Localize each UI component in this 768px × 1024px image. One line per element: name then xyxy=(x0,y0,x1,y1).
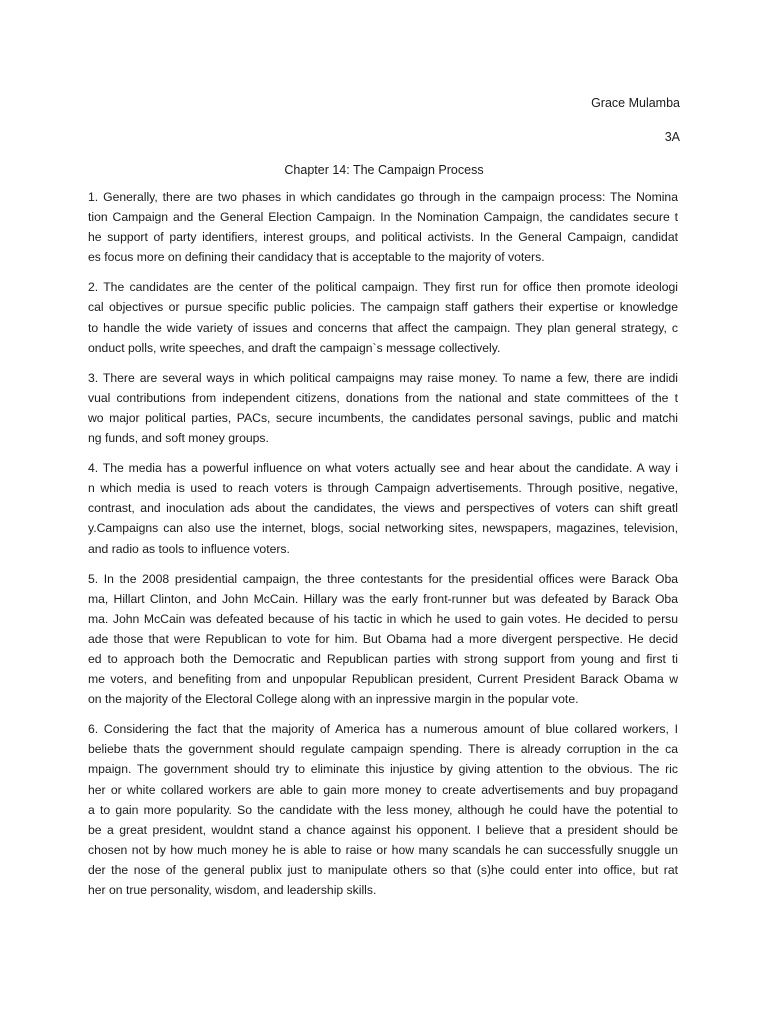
paragraph-line: 5. In the 2008 presidential campaign, the three contestants for the presidential offices were Barack Oba xyxy=(88,571,678,586)
paragraph-line: 4. The media has a powerful influence on what voters actually see and hear about the candidate. A way i xyxy=(88,461,678,476)
paragraph-line: ma. John McCain was defeated because of his tactic in which he used to gain votes. He decided to persu xyxy=(88,611,678,626)
class-label: 3A xyxy=(664,130,680,144)
paragraph-line: be a great president, wouldnt stand a chance against his opponent. I believe that a president should be xyxy=(88,822,678,837)
document-body xyxy=(88,187,678,910)
paragraph-line: chosen not by how much money he is able to raise or how many scandals he can successfully snuggle un xyxy=(88,842,678,857)
paragraph-line: contrast, and inoculation ads about the candidates, the views and perspectives of voters can shift greatl xyxy=(88,501,678,516)
paragraph-line: wo major political parties, PACs, secure incumbents, the candidates personal savings, public and matchi xyxy=(88,410,678,425)
paragraph-line: 3. There are several ways in which political campaigns may raise money. To name a few, there are indidi xyxy=(88,370,678,385)
paragraph-line: to handle the wide variety of issues and concerns that affect the campaign. They plan general strategy, c xyxy=(88,320,678,335)
paragraph-line: ng funds, and soft money groups. xyxy=(88,431,269,446)
paragraph-line: tion Campaign and the General Election Campaign. In the Nomination Campaign, the candidates secure t xyxy=(88,210,678,225)
paragraph-5 xyxy=(88,569,678,710)
paragraph-line: 2. The candidates are the center of the political campaign. They first run for office then promote ideologi xyxy=(88,280,678,295)
paragraph-line: der the nose of the general publix just to manipulate others so that (s)he could enter into office, but rat xyxy=(88,862,678,877)
paragraph-1 xyxy=(88,187,678,267)
paragraph-line: he support of party identifiers, interest groups, and political activists. In the General Campaign, candidat xyxy=(88,230,678,245)
paragraph-line: ade those that were Republican to vote for him. But Obama had a more divergent perspective. He decid xyxy=(88,631,678,646)
paragraph-line: beliebe thats the government should regulate campaign spending. There is already corruption in the ca xyxy=(88,742,678,757)
paragraph-line: ed to approach both the Democratic and Republican parties with strong support from young and first ti xyxy=(88,651,678,666)
paragraph-line: on the majority of the Electoral College along with an inpressive margin in the popular vote. xyxy=(88,692,579,707)
paragraph-line: es focus more on defining their candidacy that is acceptable to the majority of voters. xyxy=(88,250,545,265)
paragraph-line: her on true personality, wisdom, and leadership skills. xyxy=(88,883,377,897)
paragraph-line: a to gain more popularity. So the candidate with the less money, although he could have the potential to xyxy=(88,802,678,817)
paragraph-line: 1. Generally, there are two phases in which candidates go through in the campaign process: The Nomina xyxy=(88,190,678,204)
paragraph-line: cal objectives or pursue specific public policies. The campaign staff gathers their expertise or knowledge xyxy=(88,300,678,315)
paragraph-line: and radio as tools to influence voters. xyxy=(88,541,290,556)
paragraph-line: onduct polls, write speeches, and draft the campaign`s message collectively. xyxy=(88,340,501,355)
paragraph-line: n which media is used to reach voters is through Campaign advertisements. Through positive, negative, xyxy=(88,481,678,496)
paragraph-4 xyxy=(88,458,678,558)
author-name: Grace Mulamba xyxy=(591,96,680,110)
paragraph-3 xyxy=(88,368,678,448)
paragraph-line: 6. Considering the fact that the majority of America has a numerous amount of blue collared workers, I xyxy=(88,722,678,737)
paragraph-line: vual contributions from independent citizens, donations from the national and state committees of the t xyxy=(88,390,678,405)
paragraph-line: her or white collared workers are able to gain more money to create advertisements and buy propagand xyxy=(88,782,678,797)
paragraph-line: me voters, and benefiting from and unpopular Republican president, Current President Barack Obama w xyxy=(88,672,678,687)
document-title: Chapter 14: The Campaign Process xyxy=(284,163,484,177)
paragraph-2 xyxy=(88,277,678,357)
paragraph-6 xyxy=(88,719,678,900)
paragraph-line: y.Campaigns can also use the internet, blogs, social networking sites, newspapers, magazines, television, xyxy=(88,521,678,536)
paragraph-line: ma, Hillart Clinton, and John McCain. Hillary was the early front-runner but was defeated by Barack Oba xyxy=(88,591,678,606)
paragraph-line: mpaign. The government should try to eliminate this injustice by giving attention to the obvious. The ric xyxy=(88,762,678,777)
